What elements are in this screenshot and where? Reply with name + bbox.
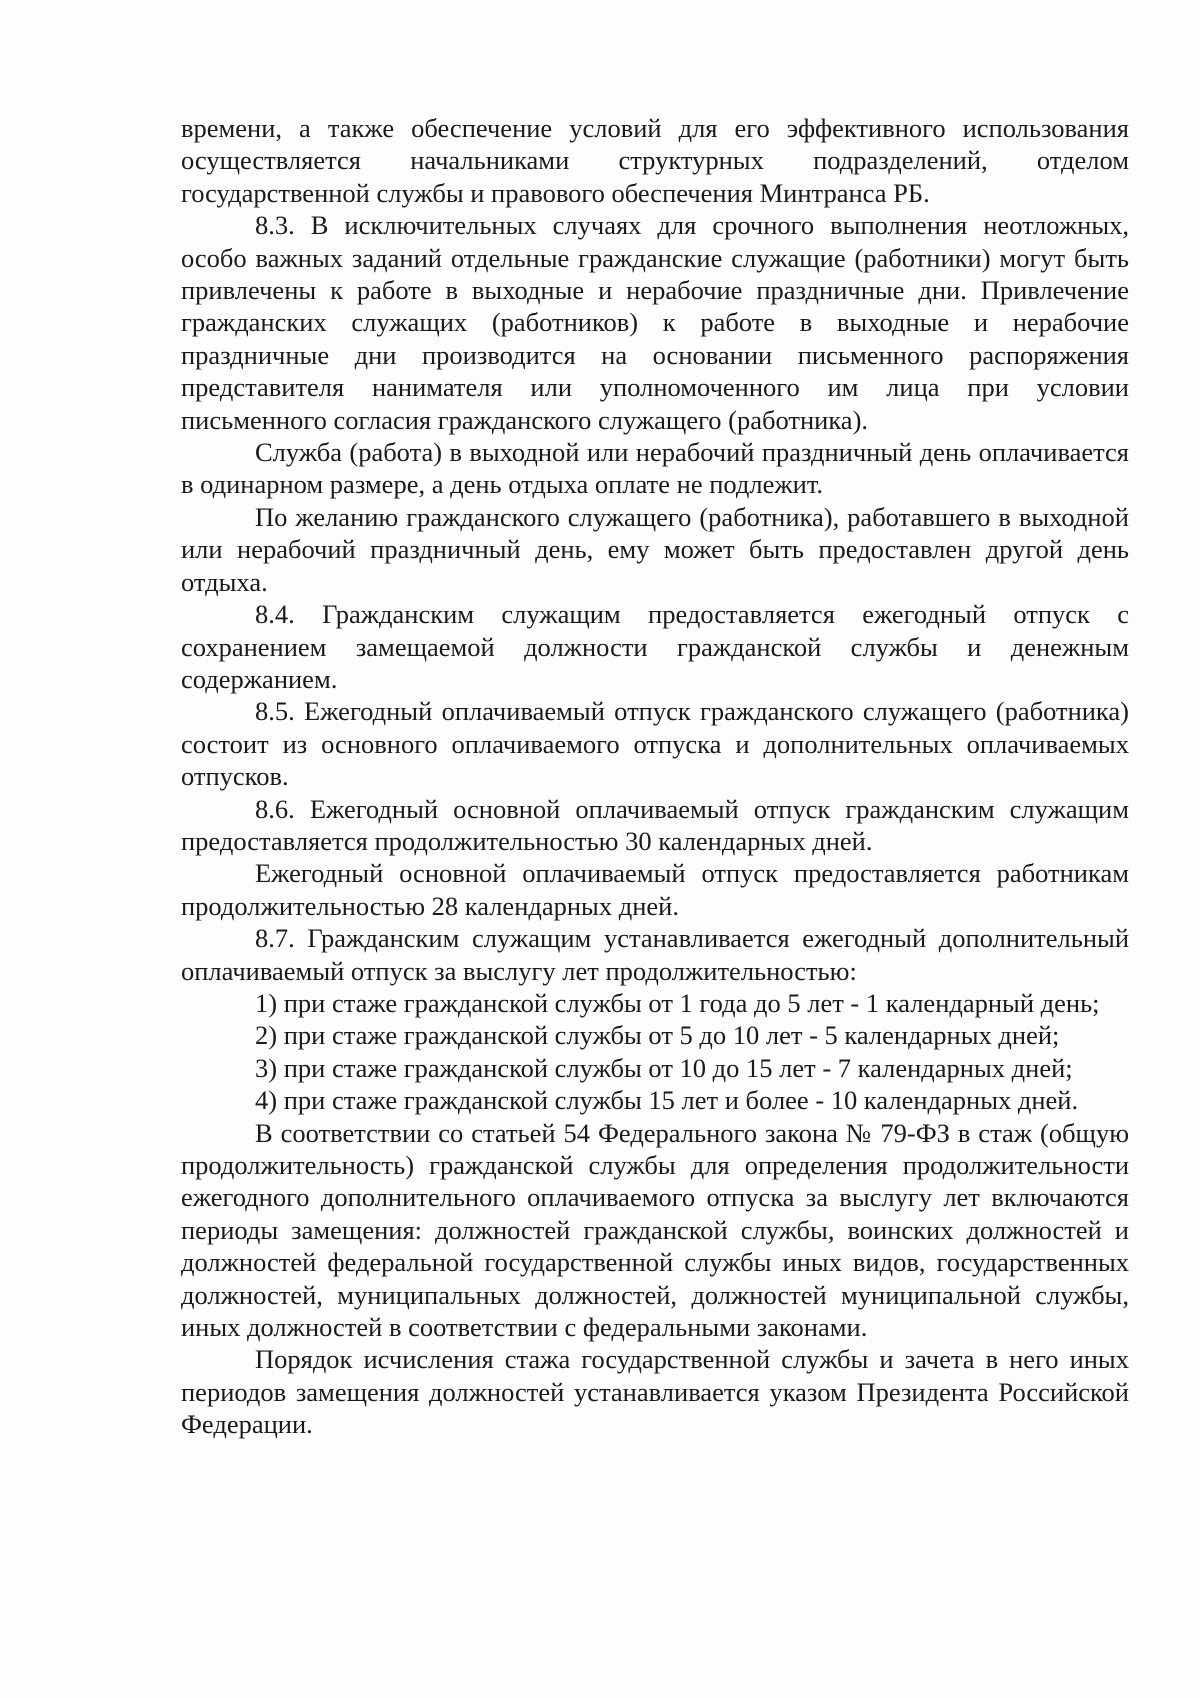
paragraph-day-off: По желанию гражданского служащего (работника), работавшего в выходной или нерабочий праздничный день, ему может быть предоставлен другой день отдыха. <box>181 501 1129 597</box>
list-item: 4) при стаже гражданской службы 15 лет и более - 10 календарных дней. <box>255 1085 1079 1116</box>
list-item: 1) при стаже гражданской службы от 1 года до 5 лет - 1 календарный день; <box>255 987 1100 1018</box>
list-item: 3) при стаже гражданской службы от 10 до 15 лет - 7 календарных дней; <box>255 1052 1073 1083</box>
paragraph-workers-leave: Ежегодный основной оплачиваемый отпуск предоставляется работникам продолжительностью 28 календарных дней. <box>181 858 1129 921</box>
paragraph-8-6: 8.6. Ежегодный основной оплачиваемый отпуск гражданским служащим предоставляется продолжительностью 30 календарных дней. <box>181 793 1129 856</box>
paragraph-calculation-order: Порядок исчисления стажа государственной службы и зачета в него иных периодов замещения должностей устанавливается указом Президента Российской Федерации. <box>181 1344 1129 1440</box>
paragraph-8-5: 8.5. Ежегодный оплачиваемый отпуск гражданского служащего (работника) состоит из основного оплачиваемого отпуска и дополнительных оплачиваемых отпусков. <box>181 696 1129 792</box>
paragraph-8-4: 8.4. Гражданским служащим предоставляется ежегодный отпуск с сохранением замещаемой должности гражданской службы и денежным содержанием. <box>181 599 1129 694</box>
document-body <box>181 112 1129 1441</box>
paragraph-8-3: 8.3. В исключительных случаях для срочного выполнения неотложных, особо важных заданий отдельные гражданские служащие (работники) могут быть привлечены к работе в выходные и нерабочие праздничные дни. Привлечение гражданских служащих (работников) к работе в выходные и нерабочие праздничные дни производится на основании письменного распоряжения представителя нанимателя или уполномоченного им лица при условии письменного согласия гражданского служащего (работника). <box>181 210 1129 435</box>
paragraph-8-7: 8.7. Гражданским служащим устанавливается ежегодный дополнительный оплачиваемый отпуск за выслугу лет продолжительностью: <box>181 923 1129 986</box>
paragraph-continuation: времени, а также обеспечение условий для его эффективного использования осуществляется начальниками структурных подразделений, отделом государственной службы и правового обеспечения Минтранса РБ. <box>181 113 1129 208</box>
list-item: 2) при стаже гражданской службы от 5 до 10 лет - 5 календарных дней; <box>255 1020 1060 1051</box>
paragraph-weekend-pay: Служба (работа) в выходной или нерабочий праздничный день оплачивается в одинарном размере, а день отдыха оплате не подлежит. <box>181 437 1129 500</box>
paragraph-service-length: В соответствии со статьей 54 Федерального закона № 79-ФЗ в стаж (общую продолжительность) гражданской службы для определения продолжительности ежегодного дополнительного оплачиваемого отпуска за выслугу лет включаются периоды замещения: должностей гражданской службы, воинских должностей и должностей федеральной государственной службы иных видов, государственных должностей, муниципальных должностей, должностей муниципальной службы, иных должностей в соответствии с федеральными законами. <box>181 1117 1129 1343</box>
